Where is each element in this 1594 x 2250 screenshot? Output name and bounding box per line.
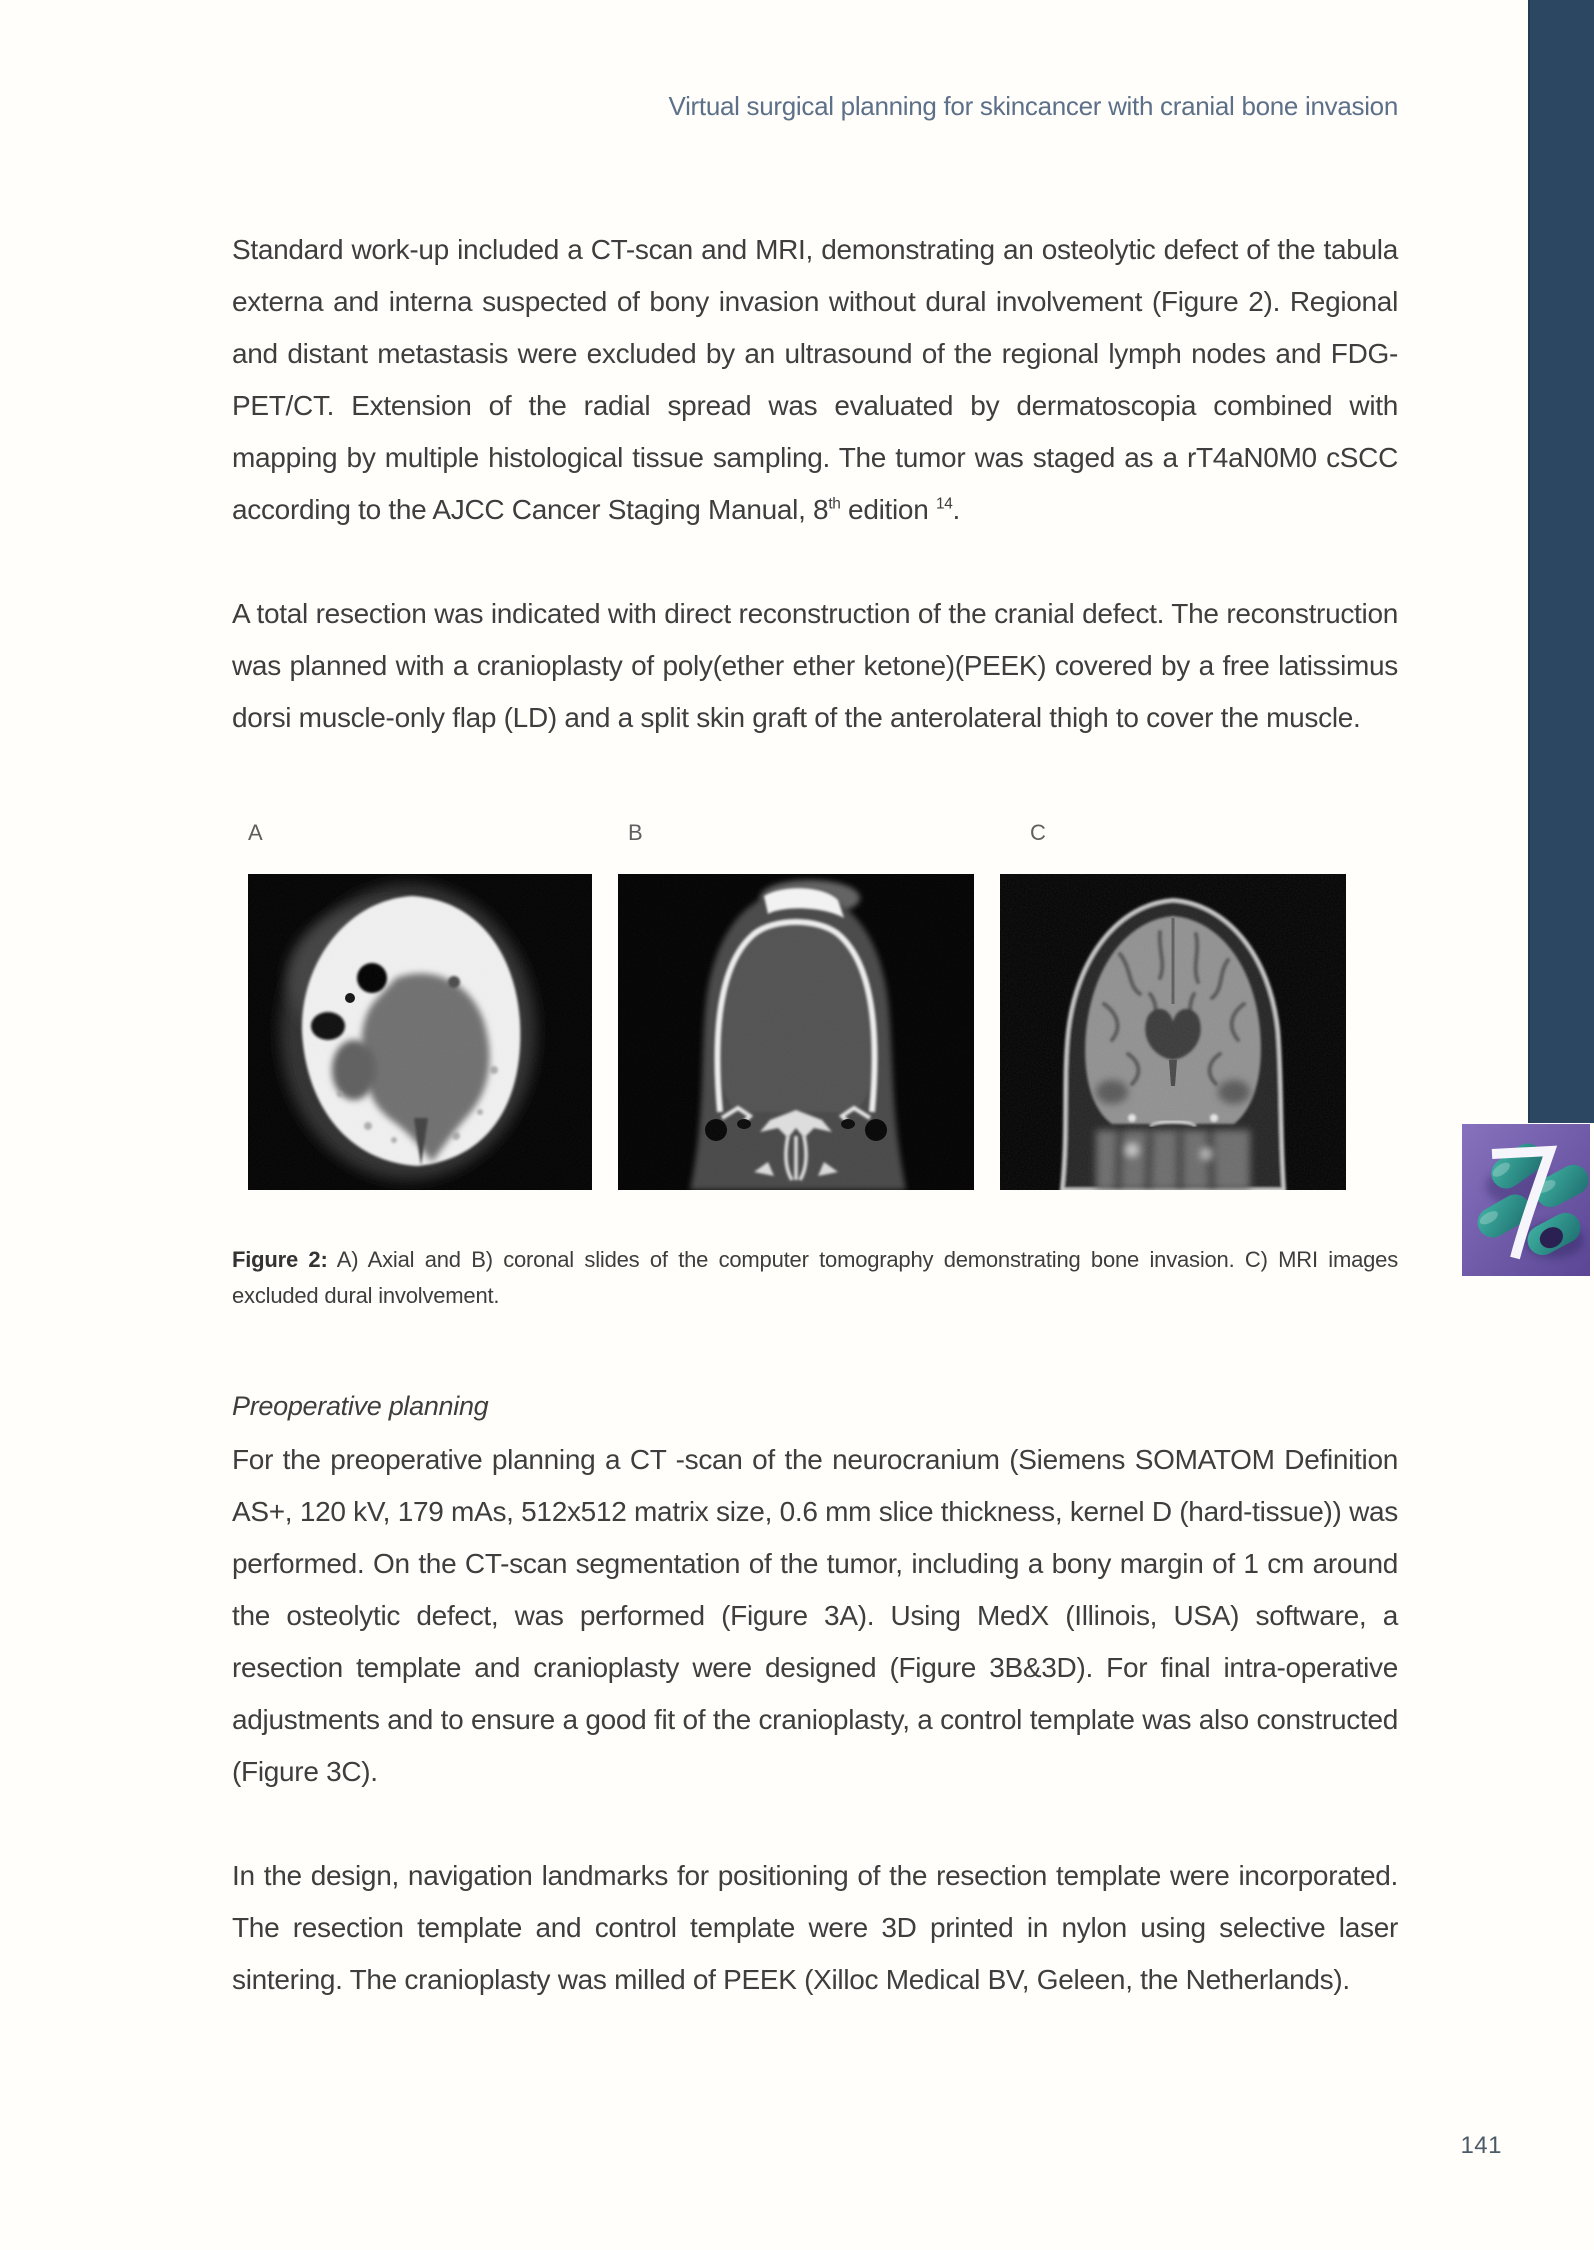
paragraph-resection: A total resection was indicated with direct reconstruction of the cranial defect. The reconstruction was planned with a cranioplasty of poly(ether ether ketone)(PEEK) covered by a free latissimus dorsi muscle-only flap (LD) and a split skin graft of the anterolateral thigh to cover the muscle. — [232, 598, 1398, 733]
paragraph-design: In the design, navigation landmarks for positioning of the resection template were incorporated. The resection template and control template were 3D printed in nylon using selective laser sintering. The cranioplasty was milled of PEEK (Xilloc Medical BV, Geleen, the Netherlands). — [232, 1860, 1398, 1995]
running-header: Virtual surgical planning for skincancer with cranial bone invasion — [668, 91, 1398, 121]
figure-panel-label-a: A — [248, 820, 264, 845]
chapter-sidebar-bar — [1528, 0, 1594, 1123]
figure-panel-label-b: B — [628, 820, 644, 845]
figure-panel-label-c: C — [1030, 820, 1047, 845]
figure-panel-axial-ct — [248, 874, 592, 1190]
paragraph-workup: Standard work-up included a CT-scan and MRI, demonstrating an osteolytic defect of the tabula externa and interna suspected of bony invasion without dural involvement (Figure 2). Regional and distant metastasis were excluded by an ultrasound of the regional lymph nodes and FDG-PET/CT. Extension of the radial spread was evaluated by dermatoscopia combined with mapping by multiple histological tissue sampling. The tumor was staged as a rT4aN0M0 cSCC according to the AJCC Cancer Staging Manual, 8th edition $^{14}$. — [232, 234, 1398, 525]
section-heading-preoperative-planning: Preoperative planning — [232, 1391, 489, 1421]
chapter-pills-illustration — [1462, 1124, 1590, 1276]
paragraph-workup-text: Standard work-up included a CT-scan and MRI, demonstrating an osteolytic defect of the tabula externa and interna suspected of bony invasion without dural involvement (Figure 2). Regional and distant metastasis were excluded by an ultrasound of the regional lymph nodes and FDG-PET/CT. Extension of the radial spread was evaluated by dermatoscopia combined with mapping by multiple histological tissue sampling. The tumor was staged as a rT4aN0M0 cSCC according to the AJCC Cancer Staging Manual, 8 — [232, 234, 1398, 525]
figure-caption-text: A) Axial and B) coronal slides of the computer tomography demonstrating bone invasion. C) MRI images excluded dural involvement. — [232, 1247, 1398, 1308]
figure-panel-coronal-mri — [1000, 874, 1346, 1190]
reference-superscript: 14 — [935, 495, 953, 513]
coronal-ct-image — [618, 874, 974, 1190]
chapter-tile — [1462, 1124, 1590, 1276]
figure-caption-label: Figure 2: — [232, 1247, 328, 1272]
figure-caption — [232, 1242, 1398, 1314]
figure-panel-coronal-ct — [618, 874, 974, 1190]
axial-ct-image — [248, 874, 592, 1190]
paragraph-planning: For the preoperative planning a CT -scan of the neurocranium (Siemens SOMATOM Definition AS+, 120 kV, 179 mAs, 512x512 matrix size, 0.6 mm slice thickness, kernel D (hard-tissue)) was performed. On the CT-scan segmentation of the tumor, including a bony margin of 1 cm around the osteolytic defect, was performed (Figure 3A). Using MedX (Illinois, USA) software, a resection template and cranioplasty were designed (Figure 3B&3D). For final intra-operative adjustments and to ensure a good fit of the cranioplasty, a control template was also constructed (Figure 3C). — [232, 1444, 1398, 1787]
ordinal-superscript: th — [828, 495, 841, 513]
coronal-mri-image — [1000, 874, 1346, 1190]
page-number: 141 — [1460, 2132, 1502, 2159]
